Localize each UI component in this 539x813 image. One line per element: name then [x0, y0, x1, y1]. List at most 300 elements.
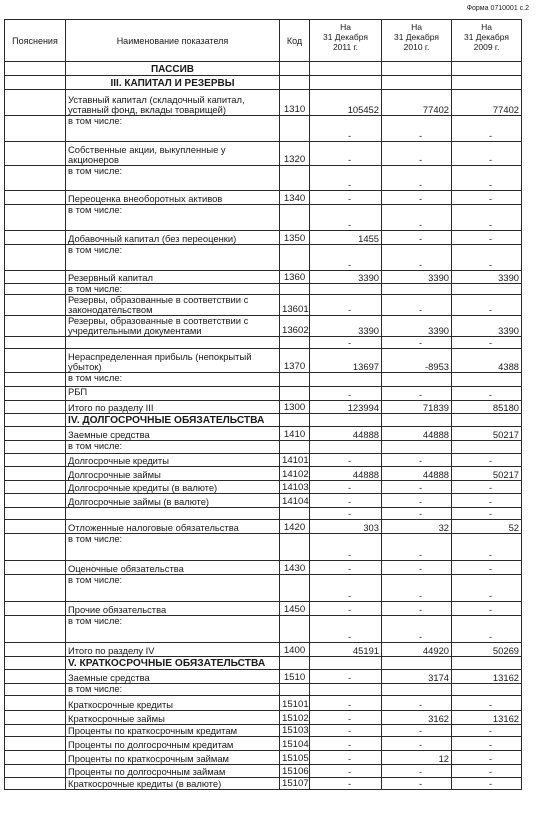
code-cell: [280, 62, 310, 76]
code-cell: 14103: [280, 481, 310, 494]
value-cell-2011: [310, 387, 382, 401]
table-row: [5, 696, 522, 711]
table-row: [5, 508, 522, 520]
code-cell: [280, 684, 310, 696]
table-row: [5, 401, 522, 414]
table-row: [5, 778, 522, 790]
indicator-name: РБП: [66, 387, 280, 401]
dash-value: -: [418, 631, 423, 642]
value-cell-2011: [310, 616, 382, 643]
dash-value: -: [418, 179, 423, 190]
value-cell-2009: [452, 765, 522, 778]
dash-value: -: [488, 179, 493, 190]
dash-value: -: [418, 130, 423, 141]
value-cell-2009: 13162: [452, 711, 522, 725]
notes-cell: [5, 454, 66, 467]
code-cell: 14104: [280, 494, 310, 508]
dash-value: -: [347, 130, 352, 141]
notes-cell: [5, 643, 66, 657]
indicator-name: Оценочные обязательства: [66, 561, 280, 575]
dash-value: -: [488, 496, 493, 507]
notes-cell: [5, 494, 66, 508]
code-cell: [280, 534, 310, 561]
indicator-name: Резервный капитал: [66, 271, 280, 284]
indicator-name: Итого по разделу IV: [66, 643, 280, 657]
value-cell-2010: [382, 534, 452, 561]
indicator-name: IV. ДОЛГОСРОЧНЫЕ ОБЯЗАТЕЛЬСТВА: [66, 414, 280, 427]
value-cell-2011: [310, 561, 382, 575]
code-cell: [280, 616, 310, 643]
value-cell-2011: [310, 284, 382, 295]
dash-value: -: [488, 699, 493, 710]
notes-cell: [5, 670, 66, 684]
value-cell-2011: [310, 166, 382, 191]
dash-value: -: [347, 753, 352, 764]
table-row: [5, 295, 522, 316]
value-cell-2010: [382, 62, 452, 76]
value-cell-2010: [382, 166, 452, 191]
value-cell-2009: [452, 441, 522, 454]
value-cell-2011: [310, 711, 382, 725]
table-row: [5, 643, 522, 657]
dash-value: -: [418, 699, 423, 710]
code-cell: 15107: [280, 778, 310, 790]
notes-cell: [5, 602, 66, 616]
indicator-name: в том числе:: [66, 116, 280, 142]
value-cell-2010: [382, 205, 452, 231]
notes-cell: [5, 316, 66, 337]
table-row: [5, 561, 522, 575]
value-cell-2009: 3390: [452, 316, 522, 337]
indicator-name: Краткосрочные кредиты: [66, 696, 280, 711]
section-header-row: [5, 657, 522, 670]
dash-value: -: [418, 455, 423, 466]
table-row: [5, 670, 522, 684]
value-cell-2011: 3390: [310, 316, 382, 337]
dash-value: -: [418, 496, 423, 507]
notes-cell: [5, 231, 66, 245]
value-cell-2010: [382, 284, 452, 295]
table-row: [5, 765, 522, 778]
value-cell-2011: [310, 684, 382, 696]
value-cell-2011: [310, 508, 382, 520]
table-row: [5, 90, 522, 116]
value-cell-2010: [382, 191, 452, 205]
header-date-2010: На 31 Декабря 2010 г.: [382, 20, 452, 62]
value-cell-2010: 3162: [382, 711, 452, 725]
indicator-name: Итого по разделу III: [66, 401, 280, 414]
value-cell-2011: 44888: [310, 427, 382, 441]
value-cell-2011: [310, 778, 382, 790]
balance-sheet-liabilities-table: [4, 19, 522, 790]
header-date-2009: На 31 Декабря 2009 г.: [452, 20, 522, 62]
table-row: [5, 575, 522, 602]
dash-value: -: [488, 389, 493, 400]
dash-value: -: [347, 389, 352, 400]
dash-value: -: [347, 259, 352, 270]
value-cell-2011: 105452: [310, 90, 382, 116]
code-cell: [280, 441, 310, 454]
notes-cell: [5, 711, 66, 725]
value-cell-2010: [382, 657, 452, 670]
dash-value: -: [347, 739, 352, 750]
dash-value: -: [488, 766, 493, 777]
dash-value: -: [347, 496, 352, 507]
notes-cell: [5, 427, 66, 441]
code-cell: [280, 387, 310, 401]
value-cell-2011: [310, 441, 382, 454]
value-cell-2009: [452, 561, 522, 575]
table-row: [5, 231, 522, 245]
indicator-name: III. КАПИТАЛ И РЕЗЕРВЫ: [66, 76, 280, 90]
code-cell: [280, 245, 310, 271]
notes-cell: [5, 271, 66, 284]
value-cell-2011: [310, 76, 382, 90]
notes-cell: [5, 616, 66, 643]
code-cell: 1450: [280, 602, 310, 616]
value-cell-2011: [310, 414, 382, 427]
indicator-name: в том числе:: [66, 166, 280, 191]
indicator-name: Проценты по долгосрочным займам: [66, 765, 280, 778]
notes-cell: [5, 166, 66, 191]
value-cell-2010: [382, 575, 452, 602]
dash-value: -: [418, 563, 423, 574]
dash-value: -: [347, 508, 352, 519]
indicator-name: ПАССИВ: [66, 62, 280, 76]
value-cell-2009: [452, 337, 522, 349]
dash-value: -: [488, 549, 493, 560]
dash-value: -: [347, 304, 352, 315]
notes-cell: [5, 534, 66, 561]
dash-value: -: [488, 482, 493, 493]
table-row: [5, 711, 522, 725]
table-row: [5, 441, 522, 454]
value-cell-2010: [382, 481, 452, 494]
indicator-name: в том числе:: [66, 441, 280, 454]
dash-value: -: [488, 725, 493, 736]
code-cell: [280, 284, 310, 295]
value-cell-2010: [382, 142, 452, 166]
value-cell-2010: 3390: [382, 271, 452, 284]
dash-value: -: [418, 193, 423, 204]
value-cell-2010: [382, 454, 452, 467]
table-row: [5, 684, 522, 696]
value-cell-2011: 123994: [310, 401, 382, 414]
table-row: [5, 534, 522, 561]
code-cell: 1400: [280, 643, 310, 657]
indicator-name: [66, 337, 280, 349]
value-cell-2009: [452, 575, 522, 602]
value-cell-2010: [382, 441, 452, 454]
notes-cell: [5, 520, 66, 534]
notes-cell: [5, 725, 66, 737]
indicator-name: V. КРАТКОСРОЧНЫЕ ОБЯЗАТЕЛЬСТВА: [66, 657, 280, 670]
value-cell-2010: [382, 684, 452, 696]
value-cell-2009: [452, 295, 522, 316]
value-cell-2010: [382, 737, 452, 751]
table-row: [5, 373, 522, 387]
indicator-name: Переоценка внеоборотных активов: [66, 191, 280, 205]
code-cell: 15103: [280, 725, 310, 737]
notes-cell: [5, 284, 66, 295]
code-cell: 1370: [280, 349, 310, 373]
code-cell: 15105: [280, 751, 310, 765]
indicator-name: в том числе:: [66, 245, 280, 271]
dash-value: -: [418, 766, 423, 777]
dash-value: -: [488, 590, 493, 601]
header-date-2011: На 31 Декабря 2011 г.: [310, 20, 382, 62]
indicator-name: Краткосрочные займы: [66, 711, 280, 725]
notes-cell: [5, 481, 66, 494]
code-cell: [280, 337, 310, 349]
code-cell: 1360: [280, 271, 310, 284]
indicator-name: Долгосрочные кредиты (в валюте): [66, 481, 280, 494]
value-cell-2011: [310, 575, 382, 602]
value-cell-2010: [382, 725, 452, 737]
value-cell-2010: [382, 387, 452, 401]
notes-cell: [5, 90, 66, 116]
table-row: [5, 751, 522, 765]
value-cell-2011: [310, 602, 382, 616]
table-row: [5, 205, 522, 231]
indicator-name: Долгосрочные займы: [66, 467, 280, 481]
dash-value: -: [347, 699, 352, 710]
value-cell-2009: 77402: [452, 90, 522, 116]
value-cell-2009: [452, 414, 522, 427]
value-cell-2011: [310, 337, 382, 349]
notes-cell: [5, 349, 66, 373]
dash-value: -: [347, 713, 352, 724]
dash-value: -: [347, 778, 352, 789]
dash-value: -: [418, 389, 423, 400]
indicator-name: в том числе:: [66, 616, 280, 643]
table-row: [5, 387, 522, 401]
notes-cell: [5, 387, 66, 401]
value-cell-2009: [452, 142, 522, 166]
value-cell-2009: [452, 191, 522, 205]
value-cell-2011: [310, 62, 382, 76]
code-cell: [280, 414, 310, 427]
value-cell-2009: [452, 725, 522, 737]
dash-value: -: [488, 337, 493, 348]
dash-value: -: [347, 549, 352, 560]
value-cell-2009: [452, 205, 522, 231]
value-cell-2009: [452, 245, 522, 271]
value-cell-2011: [310, 245, 382, 271]
value-cell-2010: 44920: [382, 643, 452, 657]
value-cell-2010: 44888: [382, 427, 452, 441]
table-row: [5, 467, 522, 481]
table-row: [5, 349, 522, 373]
value-cell-2010: 3390: [382, 316, 452, 337]
code-cell: [280, 166, 310, 191]
value-cell-2010: 44888: [382, 467, 452, 481]
table-row: [5, 76, 522, 90]
code-cell: 15104: [280, 737, 310, 751]
value-cell-2010: [382, 778, 452, 790]
dash-value: -: [418, 154, 423, 165]
dash-value: -: [418, 482, 423, 493]
value-cell-2009: [452, 166, 522, 191]
value-cell-2010: [382, 696, 452, 711]
code-cell: 1300: [280, 401, 310, 414]
indicator-name: Заемные средства: [66, 427, 280, 441]
value-cell-2011: [310, 191, 382, 205]
dash-value: -: [347, 219, 352, 230]
code-cell: 15102: [280, 711, 310, 725]
notes-cell: [5, 142, 66, 166]
indicator-name: Краткосрочные кредиты (в валюте): [66, 778, 280, 790]
table-row: [5, 494, 522, 508]
value-cell-2010: [382, 245, 452, 271]
value-cell-2009: [452, 696, 522, 711]
table-row: [5, 62, 522, 76]
dash-value: -: [347, 590, 352, 601]
code-cell: [280, 205, 310, 231]
indicator-name: Резервы, образованные в соответствии с учредительными документами: [66, 316, 280, 337]
indicator-name: Долгосрочные займы (в валюте): [66, 494, 280, 508]
notes-cell: [5, 684, 66, 696]
value-cell-2011: [310, 454, 382, 467]
value-cell-2009: [452, 737, 522, 751]
value-cell-2009: 85180: [452, 401, 522, 414]
value-cell-2011: 45191: [310, 643, 382, 657]
code-cell: 13601: [280, 295, 310, 316]
value-cell-2009: 4388: [452, 349, 522, 373]
table-row: [5, 191, 522, 205]
value-cell-2010: 71839: [382, 401, 452, 414]
indicator-name: Проценты по долгосрочным кредитам: [66, 737, 280, 751]
table-row: [5, 725, 522, 737]
value-cell-2009: [452, 778, 522, 790]
table-row: [5, 271, 522, 284]
dash-value: -: [488, 563, 493, 574]
value-cell-2010: [382, 116, 452, 142]
dash-value: -: [347, 455, 352, 466]
table-row: [5, 427, 522, 441]
dash-value: -: [418, 508, 423, 519]
value-cell-2009: [452, 508, 522, 520]
table-row: [5, 616, 522, 643]
table-row: [5, 602, 522, 616]
notes-cell: [5, 337, 66, 349]
indicator-name: Нераспределенная прибыль (непокрытый убыток): [66, 349, 280, 373]
dash-value: -: [488, 753, 493, 764]
notes-cell: [5, 508, 66, 520]
value-cell-2009: 50217: [452, 427, 522, 441]
code-cell: 1420: [280, 520, 310, 534]
dash-value: -: [418, 739, 423, 750]
table-row: [5, 166, 522, 191]
value-cell-2009: [452, 62, 522, 76]
value-cell-2010: [382, 414, 452, 427]
notes-cell: [5, 575, 66, 602]
code-cell: [280, 373, 310, 387]
dash-value: -: [418, 778, 423, 789]
value-cell-2010: 12: [382, 751, 452, 765]
code-cell: [280, 116, 310, 142]
value-cell-2010: [382, 765, 452, 778]
indicator-name: Проценты по краткосрочным кредитам: [66, 725, 280, 737]
table-row: [5, 316, 522, 337]
code-cell: 1410: [280, 427, 310, 441]
value-cell-2010: 3174: [382, 670, 452, 684]
value-cell-2010: [382, 231, 452, 245]
code-cell: [280, 575, 310, 602]
section-header-row: [5, 414, 522, 427]
notes-cell: [5, 205, 66, 231]
dash-value: -: [347, 482, 352, 493]
indicator-name: Проценты по краткосрочным займам: [66, 751, 280, 765]
value-cell-2009: 13162: [452, 670, 522, 684]
dash-value: -: [488, 778, 493, 789]
value-cell-2009: 50217: [452, 467, 522, 481]
value-cell-2011: [310, 765, 382, 778]
dash-value: -: [418, 304, 423, 315]
dash-value: -: [488, 259, 493, 270]
value-cell-2010: [382, 373, 452, 387]
indicator-name: Добавочный капитал (без переоценки): [66, 231, 280, 245]
value-cell-2010: [382, 561, 452, 575]
dash-value: -: [418, 590, 423, 601]
table-row: [5, 142, 522, 166]
value-cell-2009: [452, 116, 522, 142]
value-cell-2009: [452, 534, 522, 561]
dash-value: -: [347, 604, 352, 615]
code-cell: [280, 508, 310, 520]
value-cell-2011: [310, 481, 382, 494]
indicator-name: в том числе:: [66, 534, 280, 561]
value-cell-2009: [452, 454, 522, 467]
value-cell-2011: [310, 670, 382, 684]
value-cell-2009: [452, 684, 522, 696]
dash-value: -: [347, 563, 352, 574]
value-cell-2009: [452, 616, 522, 643]
dash-value: -: [488, 130, 493, 141]
code-cell: 1350: [280, 231, 310, 245]
table-row: [5, 454, 522, 467]
code-cell: 1310: [280, 90, 310, 116]
value-cell-2011: [310, 534, 382, 561]
dash-value: -: [418, 549, 423, 560]
table-row: [5, 481, 522, 494]
indicator-name: в том числе:: [66, 684, 280, 696]
value-cell-2011: 1455: [310, 231, 382, 245]
notes-cell: [5, 191, 66, 205]
dash-value: -: [347, 154, 352, 165]
value-cell-2010: [382, 76, 452, 90]
dash-value: -: [418, 725, 423, 736]
dash-value: -: [418, 259, 423, 270]
value-cell-2011: [310, 737, 382, 751]
notes-cell: [5, 737, 66, 751]
value-cell-2009: [452, 387, 522, 401]
value-cell-2010: -8953: [382, 349, 452, 373]
value-cell-2009: [452, 751, 522, 765]
value-cell-2010: [382, 494, 452, 508]
dash-value: -: [488, 233, 493, 244]
table-row: [5, 520, 522, 534]
code-cell: 1340: [280, 191, 310, 205]
code-cell: 13602: [280, 316, 310, 337]
code-cell: 15101: [280, 696, 310, 711]
dash-value: -: [488, 739, 493, 750]
code-cell: 1320: [280, 142, 310, 166]
code-cell: 1510: [280, 670, 310, 684]
dash-value: -: [347, 179, 352, 190]
value-cell-2011: [310, 295, 382, 316]
dash-value: -: [347, 631, 352, 642]
